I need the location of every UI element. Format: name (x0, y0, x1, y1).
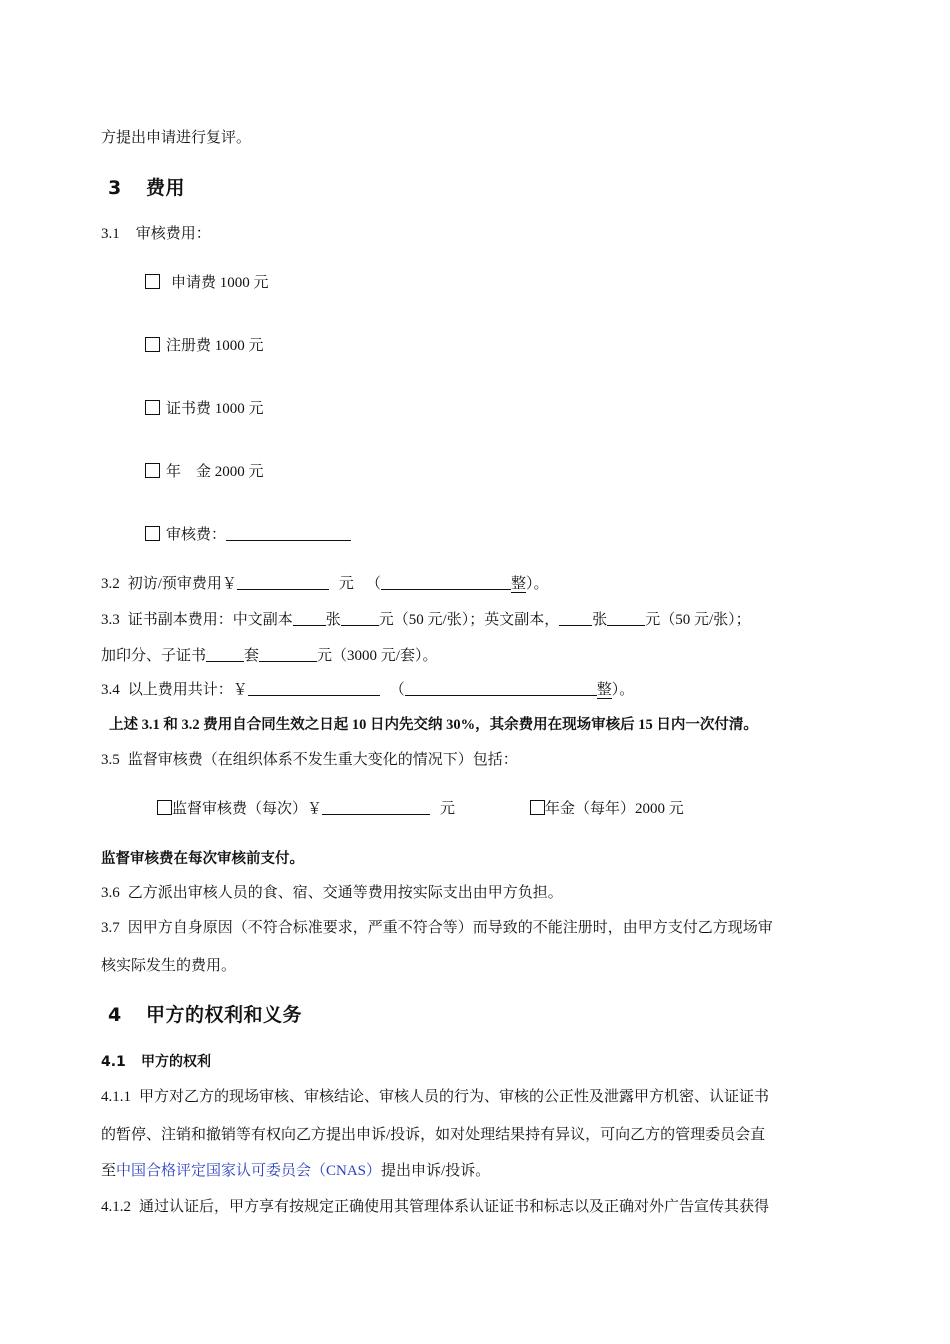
section-4-title: 甲方的权利和义务 (146, 1004, 303, 1026)
fee-option-annual[interactable] (145, 462, 264, 482)
clause-3-3-text: 元（50 元/张）； (645, 612, 751, 628)
fee-option-label: 证书费 1000 元 (166, 401, 264, 417)
clause-3-6 (101, 883, 563, 903)
fee-option-registration[interactable] (145, 336, 264, 356)
clause-3-3-line2 (101, 646, 437, 666)
surveillance-note: 监督审核费在每次审核前支付。 (101, 851, 304, 867)
clause-3-2-text: 初访/预审费用￥ (127, 576, 237, 592)
section-3-title: 费用 (146, 177, 186, 199)
section-3-number: 3 (108, 177, 122, 199)
en-copy-count-blank[interactable] (559, 610, 592, 626)
fee-option-label: 审核费： (166, 527, 227, 543)
clause-3-3-text: 元（3000 元/套）。 (317, 648, 438, 664)
payment-note: 上述 3.1 和 3.2 费用自合同生效之日起 10 日内先交纳 30%，其余费用在现场审核后 15 日内一次付清。 (109, 717, 758, 733)
clause-3-3-label: 3.3 (101, 612, 120, 628)
unit: 套 (244, 648, 260, 664)
unit: 张 (325, 612, 341, 628)
registration-fee-checkbox[interactable] (145, 337, 160, 352)
fee-option-label: 注册费 1000 元 (166, 338, 264, 354)
fee-option-label: 申请费 1000 元 (171, 275, 269, 291)
total-amount-blank[interactable] (248, 680, 380, 696)
clause-3-3 (101, 610, 751, 630)
clause-4-1-2-label: 4.1.2 (101, 1199, 131, 1215)
clause-3-1-label: 3.1 (101, 226, 120, 242)
clause-3-2-label: 3.2 (101, 576, 120, 592)
audit-fee-blank[interactable] (226, 525, 351, 541)
paren-close: ）。 (525, 576, 549, 592)
upper-suffix: 整 (510, 576, 526, 592)
clause-3-5-text: 监督审核费（在组织体系不发生重大变化的情况下）包括： (127, 752, 518, 768)
clause-3-3-text: 加印分、子证书 (101, 648, 207, 664)
clause-3-7 (101, 918, 773, 938)
surveillance-fee-checkbox[interactable] (157, 800, 172, 815)
fee-option-audit[interactable] (145, 525, 351, 545)
clause-3-3-text: 证书副本费用：中文副本 (127, 612, 293, 628)
paren-open: （ (389, 682, 405, 698)
clause-4-1-1-label: 4.1.1 (101, 1089, 131, 1105)
surveillance-annual-option[interactable] (530, 799, 684, 819)
clause-3-7-line2: 核实际发生的费用。 (101, 958, 237, 974)
upper-suffix: 整 (596, 682, 612, 698)
total-upper-blank[interactable] (405, 680, 597, 696)
pre-audit-amount-blank[interactable] (237, 574, 329, 590)
clause-4-1-1-line2: 的暂停、注销和撤销等有权向乙方提出申诉/投诉，如对处理结果持有异议，可向乙方的管理委员会直 (101, 1127, 766, 1143)
clause-4-1-1-text: 甲方对乙方的现场审核、审核结论、审核人员的行为、审核的公正性及泄露甲方机密、认证证书 (139, 1089, 770, 1105)
clause-3-4-label: 3.4 (101, 682, 120, 698)
clause-3-5 (101, 750, 518, 770)
clause-3-2 (101, 574, 548, 594)
intro-tail: 方提出申请进行复评。 (101, 130, 252, 146)
clause-3-6-text: 乙方派出审核人员的食、宿、交通等费用按实际支出由甲方负担。 (127, 885, 563, 901)
paren-open: （ (365, 576, 381, 592)
cn-copy-count-blank[interactable] (293, 610, 326, 626)
surveillance-annual-label: 年金（每年）2000 元 (545, 801, 684, 817)
unit: 张 (592, 612, 608, 628)
clause-4-1-2-text: 通过认证后，甲方享有按规定正确使用其管理体系认证证书和标志以及正确对外广告宣传其获得 (139, 1199, 770, 1215)
sub-cert-amount-blank[interactable] (259, 646, 317, 662)
surveillance-fee-option[interactable] (157, 799, 455, 819)
section-4-number: 4 (108, 1004, 122, 1026)
clause-3-4-text: 以上费用共计：￥ (127, 682, 248, 698)
fee-option-application[interactable] (145, 273, 269, 293)
surveillance-fee-blank[interactable] (322, 799, 430, 815)
clause-4-1-2 (101, 1197, 769, 1217)
subsection-4-1 (101, 1051, 211, 1071)
pre-audit-upper-blank[interactable] (381, 574, 511, 590)
clause-3-3-text: 元（50 元/张）；英文副本， (378, 612, 560, 628)
cn-copy-amount-blank[interactable] (341, 610, 379, 626)
subsection-4-1-number: 4.1 (101, 1054, 126, 1070)
section-4-heading (108, 1000, 302, 1027)
annual-fee-checkbox[interactable] (145, 463, 160, 478)
cnas-link[interactable]: 中国合格评定国家认可委员会（CNAS） (116, 1163, 382, 1179)
clause-3-5-label: 3.5 (101, 752, 120, 768)
clause-4-1-1-text: 提出申诉/投诉。 (381, 1163, 491, 1179)
clause-4-1-1-text: 至 (101, 1163, 117, 1179)
audit-fee-checkbox[interactable] (145, 526, 160, 541)
section-3-heading (108, 173, 185, 200)
unit: 元 (440, 801, 456, 817)
clause-3-1 (101, 224, 211, 244)
clause-4-1-1 (101, 1087, 769, 1107)
en-copy-amount-blank[interactable] (607, 610, 645, 626)
clause-3-7-text: 因甲方自身原因（不符合标准要求，严重不符合等）而导致的不能注册时，由甲方支付乙方现场审 (127, 920, 773, 936)
clause-3-4 (101, 680, 634, 700)
clause-3-7-label: 3.7 (101, 920, 120, 936)
clause-3-6-label: 3.6 (101, 885, 120, 901)
subsection-4-1-title: 甲方的权利 (141, 1054, 211, 1070)
clause-3-1-text: 审核费用： (135, 226, 211, 242)
surveillance-fee-label: 监督审核费（每次）￥ (172, 801, 323, 817)
paren-close: ）。 (611, 682, 635, 698)
unit: 元 (338, 576, 354, 592)
application-fee-checkbox[interactable] (145, 274, 160, 289)
fee-option-certificate[interactable] (145, 399, 264, 419)
surveillance-annual-checkbox[interactable] (530, 800, 545, 815)
fee-option-label: 年 金 2000 元 (166, 464, 264, 480)
clause-4-1-1-line3 (101, 1161, 490, 1181)
sub-cert-count-blank[interactable] (206, 646, 244, 662)
certificate-fee-checkbox[interactable] (145, 400, 160, 415)
